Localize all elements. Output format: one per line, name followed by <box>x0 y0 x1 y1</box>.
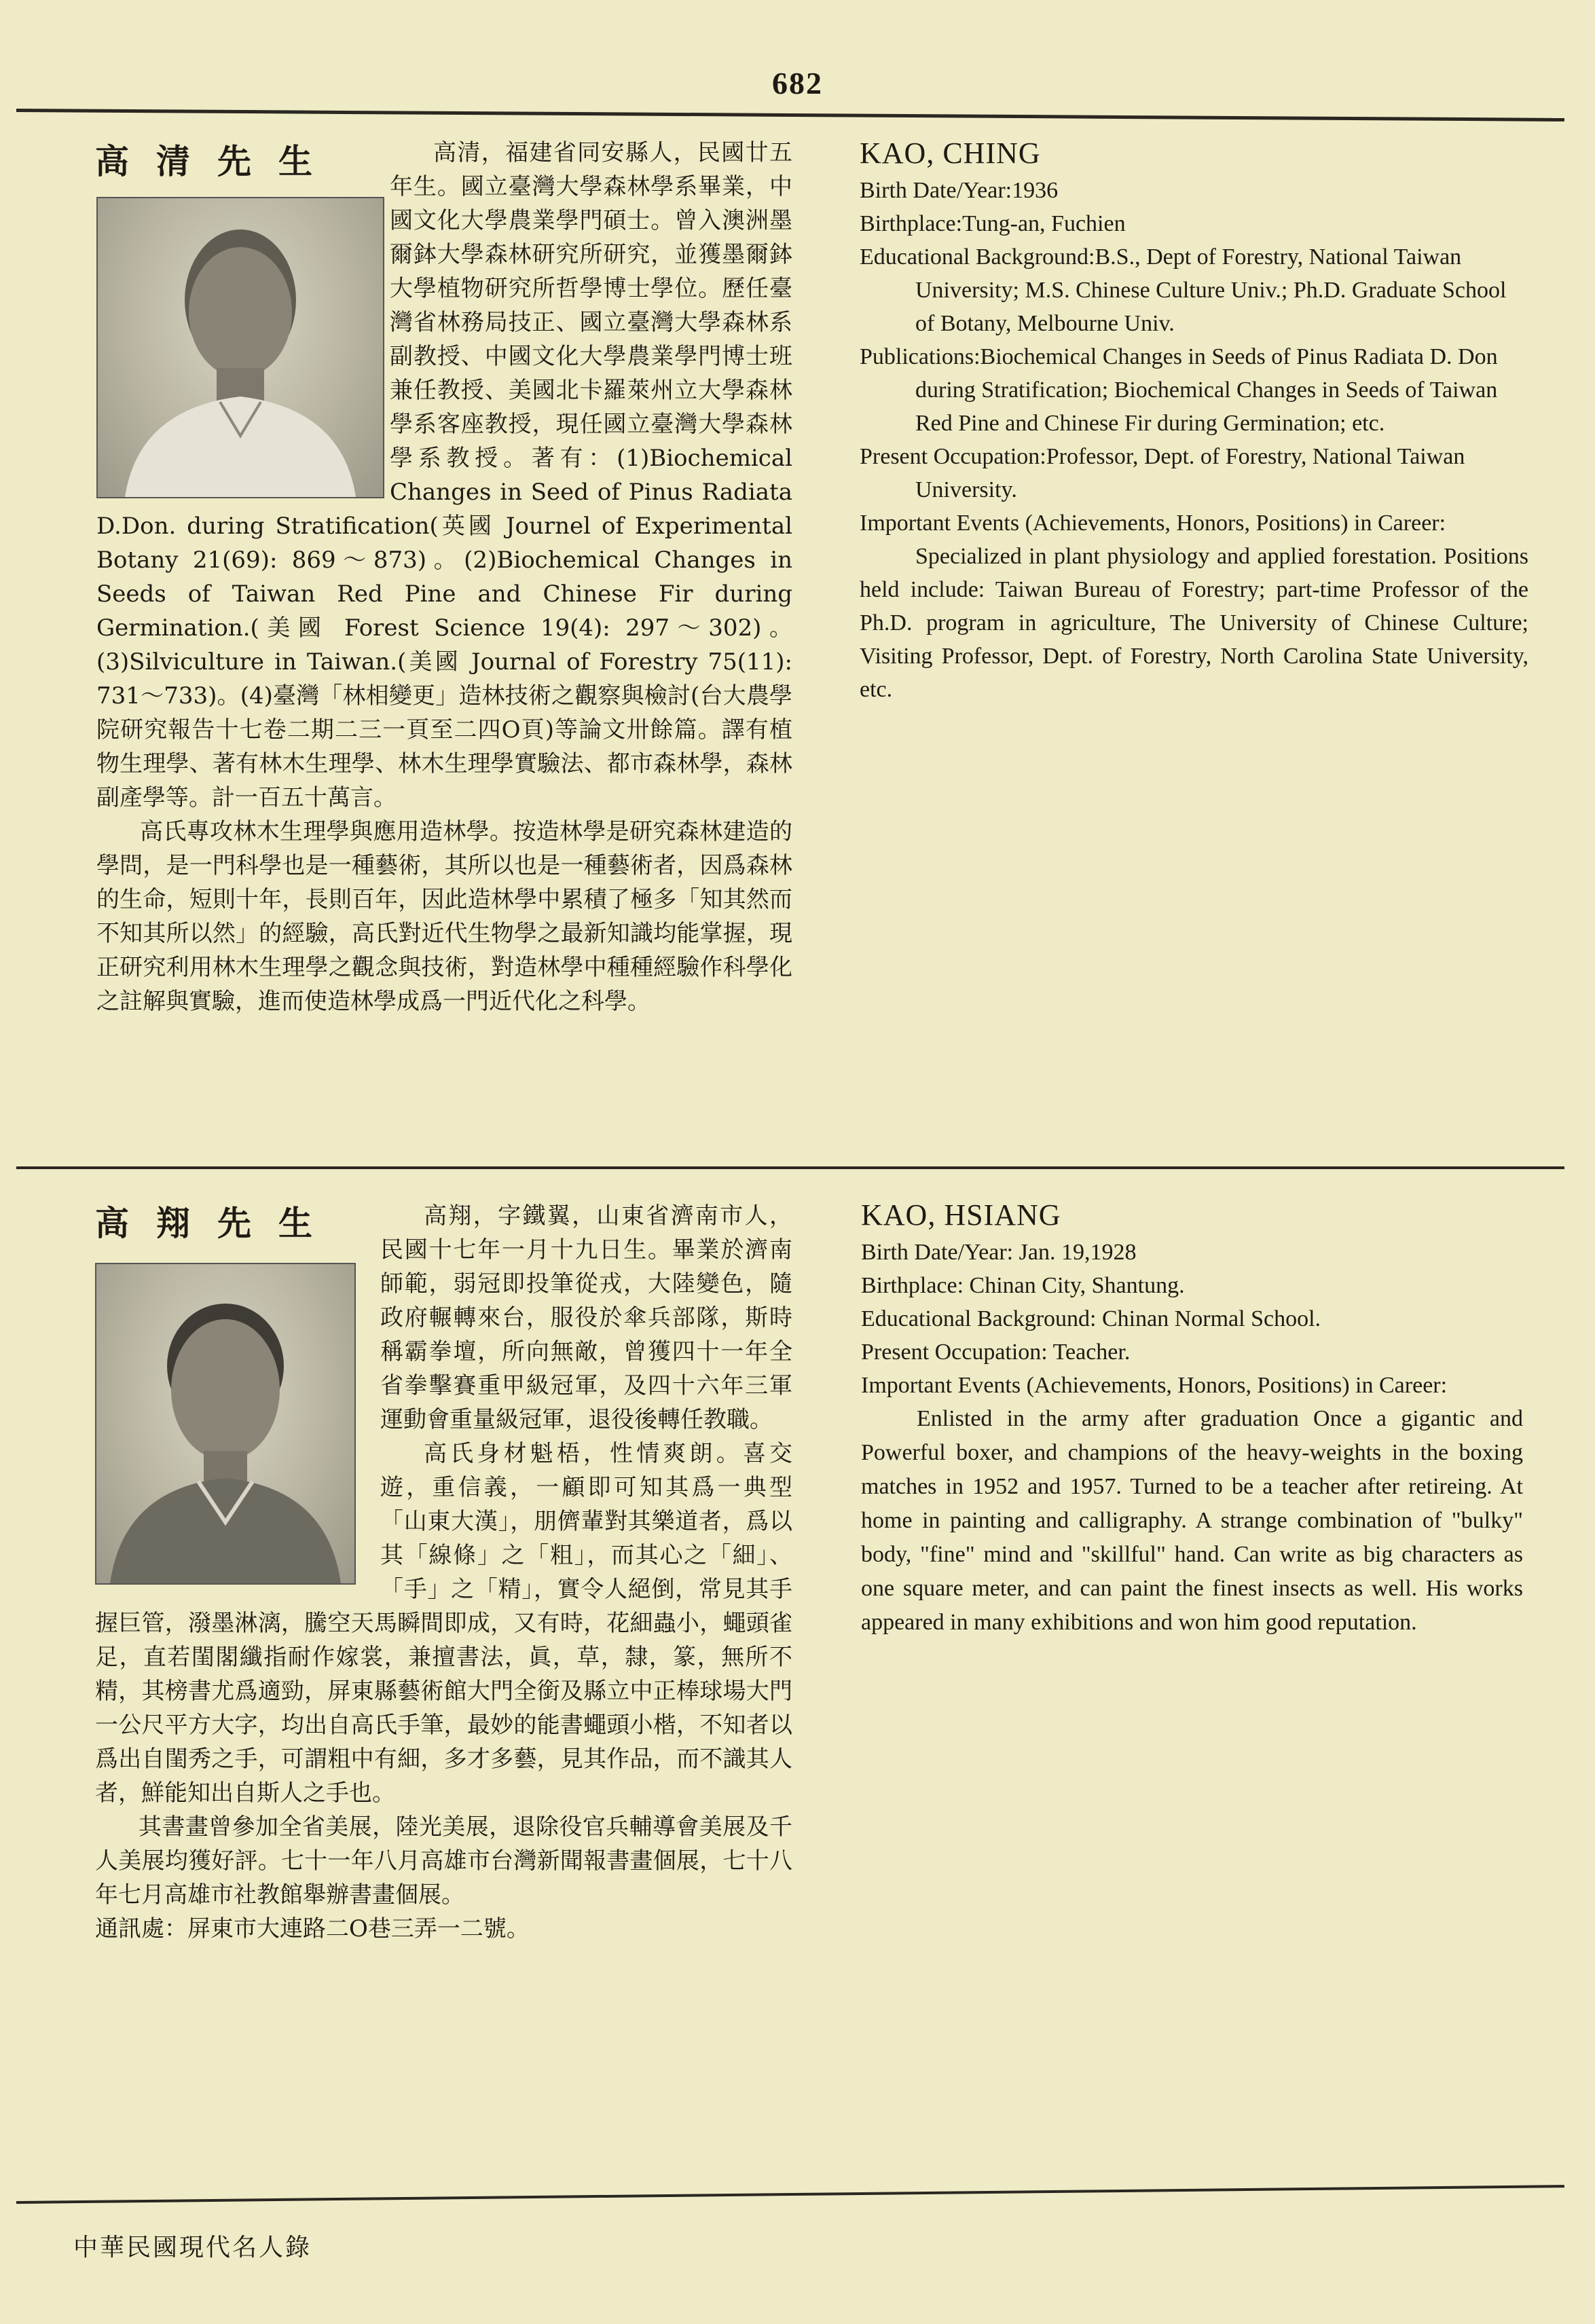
entry-1-chinese-name: 高清先生 <box>95 142 340 181</box>
entry-2-chinese-name: 高翔先生 <box>95 1204 340 1243</box>
section-divider <box>16 1166 1564 1169</box>
entry-2-chinese-paragraph-1: 高翔，字鐵翼，山東省濟南市人，民國十七年一月十九日生。畢業於濟南師範，弱冠即投筆從戎，大陸變色，隨政府輾轉來台，服役於傘兵部隊，斯時稱霸拳壇，所向無敵，曾獲四十一年全省拳擊賽重甲級冠軍，及四十六年三軍運動會重量級冠軍，退役後轉任教職。 <box>380 1202 792 1433</box>
entry-1-birthplace: Birthplace:Tung-an, Fuchien <box>860 211 1126 236</box>
entry-1-career-paragraph: Specialized in plant physiology and applied forestation. Positions held include: Taiwan Bureau of Forestry; part-time Professor of the Ph.D. program in agriculture, The University of Chinese Culture; Visiting Professor, Dept. of Forestry, North Carolina State University, etc. <box>860 544 1528 702</box>
entry-1-chinese-biography <box>96 136 792 1018</box>
header-rule <box>16 109 1564 122</box>
entry-1-occupation: Present Occupation:Professor, Dept. of Forestry, National Taiwan University. <box>860 444 1465 502</box>
entry-2-education: Educational Background: Chinan Normal School. <box>861 1306 1321 1331</box>
page-number: 682 <box>772 66 823 100</box>
entry-1-chinese-paragraph-1: 高清，福建省同安縣人，民國廿五年生。國立臺灣大學森林學系畢業，中國文化大學農業學門碩士。曾入澳洲墨爾鉢大學森林研究所研究，並獲墨爾鉢大學植物研究所哲學博士學位。歷任臺灣省林務局技正、國立臺灣大學森林系副教授、中國文化大學農業學門博士班兼任教授、美國北卡羅萊州立大學森林學系客座教授，現任國立臺灣大學森林學系教授。著有：(1)Biochemical Changes in Seed of Pinus Radiata D.Don. during Stratification(英國 Journel of Experimental Botany 21(69): 869～873)。(2)Biochemical Changes in Seeds of Taiwan Red Pine and Chinese Fir during Germination.(美國 Forest Science 19(4): 297～302)。(3)Silviculture in Taiwan.(美國 Journal of Forestry 75(11): 731～733)。(4)臺灣「林相變更」造林技術之觀察與檢討(台大農學院研究報告十七卷二期二三一頁至二四O頁)等論文卅餘篇。譯有植物生理學、著有林木生理學、林木生理學實驗法、都市森林學，森林副產學等。計一百五十萬言。 <box>96 139 792 811</box>
entry-2-english-name: KAO, HSIANG <box>861 1198 1061 1232</box>
book-title-footer: 中華民國現代名人錄 <box>73 2234 312 2262</box>
entry-2-contact-address: 通訊處：屏東市大連路二O巷三弄一二號。 <box>95 1915 530 1942</box>
entry-2-events-heading: Important Events (Achievements, Honors, Positions) in Career: <box>861 1373 1448 1398</box>
entry-2-occupation: Present Occupation: Teacher. <box>861 1340 1131 1365</box>
entry-2-birthplace: Birthplace: Chinan City, Shantung. <box>861 1273 1185 1298</box>
entry-1-chinese-paragraph-2: 高氏專攻林木生理學與應用造林學。按造林學是研究森林建造的學問，是一門科學也是一種藝術，其所以也是一種藝術者，因爲森林的生命，短則十年，長則百年，因此造林學中累積了極多「知其然而不知其所以然」的經驗，高氏對近代生物學之最新知識均能掌握，現正研究利用林木生理學之觀念與技術，對造林學中種種經驗作科學化之註解與實驗，進而使造林學成爲一門近代化之科學。 <box>96 818 792 1015</box>
entry-1-events-heading: Important Events (Achievements, Honors, Positions) in Career: <box>860 511 1446 536</box>
entry-1-birth-date: Birth Date/Year:1936 <box>860 178 1059 203</box>
entry-2-chinese-biography <box>95 1199 792 1946</box>
entry-2-birth-date: Birth Date/Year: Jan. 19,1928 <box>861 1240 1137 1265</box>
entry-2-chinese-paragraph-3: 其書畫曾參加全省美展，陸光美展，退除役官兵輔導會美展及千人美展均獲好評。七十一年八月高雄市台灣新聞報書畫個展，七十八年七月高雄市社教館舉辦書畫個展。 <box>95 1813 792 1908</box>
entry-2-career-paragraph: Enlisted in the army after graduation Once a gigantic and Powerful boxer, and champions of the heavy-weights in the boxing matches in 1952 and 1957. Turned to be a teacher after retireing. At home in painting and calligraphy. A strange combination of "bulky" body, "fine" mind and "skillful" hand. Can write as big characters as one square meter, and can paint the finest insects as well. His works appeared in many exhibitions and won him good reputation. <box>861 1406 1523 1635</box>
entry-1-publications: Publications:Biochemical Changes in Seeds of Pinus Radiata D. Don during Stratification; Biochemical Changes in Seeds of Taiwan Red Pine and Chinese Fir during Germination; etc. <box>860 344 1498 436</box>
entry-1-english-name: KAO, CHING <box>860 136 1041 170</box>
entry-1-education: Educational Background:B.S., Dept of Forestry, National Taiwan University; M.S. Chinese Culture Univ.; Ph.D. Graduate School of Botany, Melbourne Univ. <box>860 244 1507 336</box>
entry-1-english-biography <box>860 134 1528 706</box>
entry-2-english-biography <box>861 1196 1523 1640</box>
footer-rule <box>16 2185 1564 2204</box>
entry-2-chinese-paragraph-2: 高氏身材魁梧，性情爽朗。喜交遊，重信義，一顧即可知其爲一典型「山東大漢」，朋儕輩對其樂道者，爲以其「線條」之「粗」，而其心之「細」、「手」之「精」，實令人絕倒，常見其手握巨管，潑墨淋漓，騰空天馬瞬間即成，又有時，花細蟲小，蠅頭雀足，直若閨閣纖指耐作嫁裳，兼擅書法，眞，草，隸，篆，無所不精，其榜書尤爲適勁，屏東縣藝術館大門全銜及縣立中正棒球場大門一公尺平方大字，均出自高氏手筆，最妙的能書蠅頭小楷，不知者以爲出自閨秀之手，可謂粗中有細，多才多藝，見其作品，而不識其人者，鮮能知出自斯人之手也。 <box>95 1440 792 1807</box>
